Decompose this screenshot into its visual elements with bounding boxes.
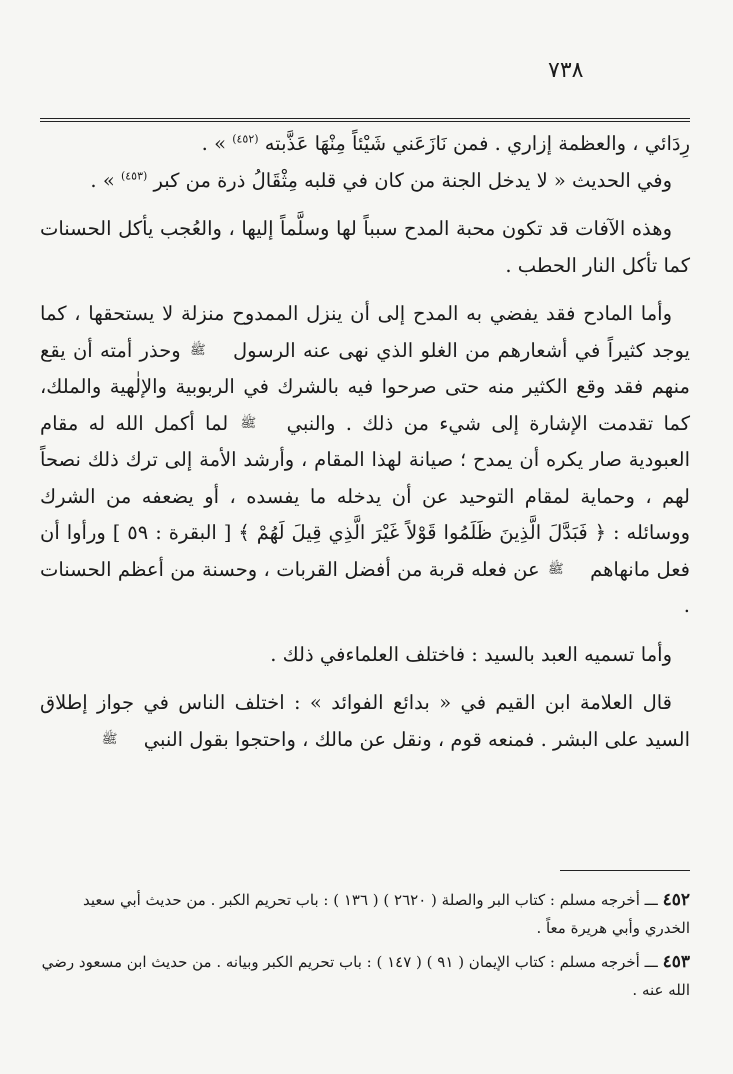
- footnote-number: ٤٥٣: [662, 952, 690, 972]
- footnote-452: [40, 886, 690, 942]
- salawat-glyph: ﷺ: [548, 561, 564, 577]
- header-rule: [40, 118, 690, 122]
- paragraph-4-part-a: وأما المادح فقد يفضي به المدح إلى أن ينزل الممدوح منزلة لا يستحقها ، كما يوجد كثيراً في أشعارهم من الغلو الذي نهى عنه الرسول: [40, 302, 690, 362]
- salawat-glyph: ﷺ: [101, 731, 118, 747]
- footnote-text: أخرجه مسلم : كتاب الإيمان ( ٩١ ) ( ١٤٧ ) : باب تحريم الكبر وبيانه . من حديث ابن مسعود رضي الله عنه .: [41, 953, 690, 999]
- footnote-separator: [560, 870, 690, 871]
- footnotes: [40, 886, 690, 1010]
- salawat-glyph: ﷺ: [240, 415, 257, 431]
- footnote-ref-453: (٤٥٣): [120, 169, 148, 182]
- footnote-dash: ـــ: [639, 953, 663, 971]
- footnote-dash: ـــ: [639, 891, 663, 909]
- paragraph-5: وأما تسميه العبد بالسيد : فاختلف العلماءفي ذلك .: [270, 642, 672, 666]
- paragraph-1-end: » .: [201, 132, 233, 155]
- paragraph-2-end: » .: [90, 168, 121, 192]
- paragraph-1: [40, 126, 690, 163]
- paragraph-4-part-c: لما أكمل الله له مقام العبودية صار يكره أن يمدح ؛ صيانة لهذا المقام ، وأرشد الأمة إلى ترك ذلك نصحاً لهم ، وحماية لمقام التوحيد عن أن يدخله ما يفسده ، أو يضعفه من الشرك ووسائله : ﴿ فَبَدَّلَ الَّذِينَ ظَلَمُوا قَوْلاً غَيْرَ الَّذِي قِيلَ لَهُمْ ﴾ [ البقرة : ٥٩ ] ورأوا أن فعل مانهاهم: [40, 411, 690, 581]
- footnote-453: [40, 948, 690, 1004]
- paragraph-4: [40, 296, 690, 625]
- main-text: [40, 126, 690, 758]
- footnote-number: ٤٥٢: [662, 890, 690, 910]
- footnote-text: أخرجه مسلم : كتاب البر والصلة ( ٢٦٢٠ ) ( ١٣٦ ) : باب تحريم الكبر . من حديث أبي سعيد الخدري وأبي هريرة معاً .: [82, 891, 690, 937]
- paragraph-6: [40, 685, 690, 758]
- paragraph-2-text: وفي الحديث « لا يدخل الجنة من كان في قلبه مِثْقَالُ ذرة من كبر: [147, 168, 672, 192]
- paragraph-2: [40, 163, 690, 200]
- salawat-glyph: ﷺ: [189, 342, 206, 358]
- paragraph-4-part-d: عن فعله قربة من أفضل القربات ، وحسنة من أعظم الحسنات .: [40, 557, 690, 617]
- paragraph-4-part-b: وحذر أمته أن يقع منهم فقد وقع الكثير منه حتى صرحوا فيه بالشرك في الربوبية والإلٰهية والملك، كما تقدمت الإشارة إلى شيء من ذلك . والنبي: [40, 338, 690, 435]
- paragraph-1-text: رِدَائي ، والعظمة إزاري . فمن نَازَعَني شَيْئاً مِنْهَا عَذَّبته: [258, 132, 690, 155]
- footnote-ref-452: (٤٥٢): [232, 132, 259, 146]
- paragraph-3: وهذه الآفات قد تكون محبة المدح سبباً لها وسلَّماً إليها ، والعُجب يأكل الحسنات كما تأكل النار الحطب .: [40, 217, 690, 277]
- paragraph-6-text: قال العلامة ابن القيم في « بدائع الفوائد » : اختلف الناس في جواز إطلاق السيد على البشر . فمنعه قوم ، ونقل عن مالك ، واحتجوا بقول النبي: [40, 691, 690, 751]
- page-number: ٧٣٨: [548, 58, 584, 83]
